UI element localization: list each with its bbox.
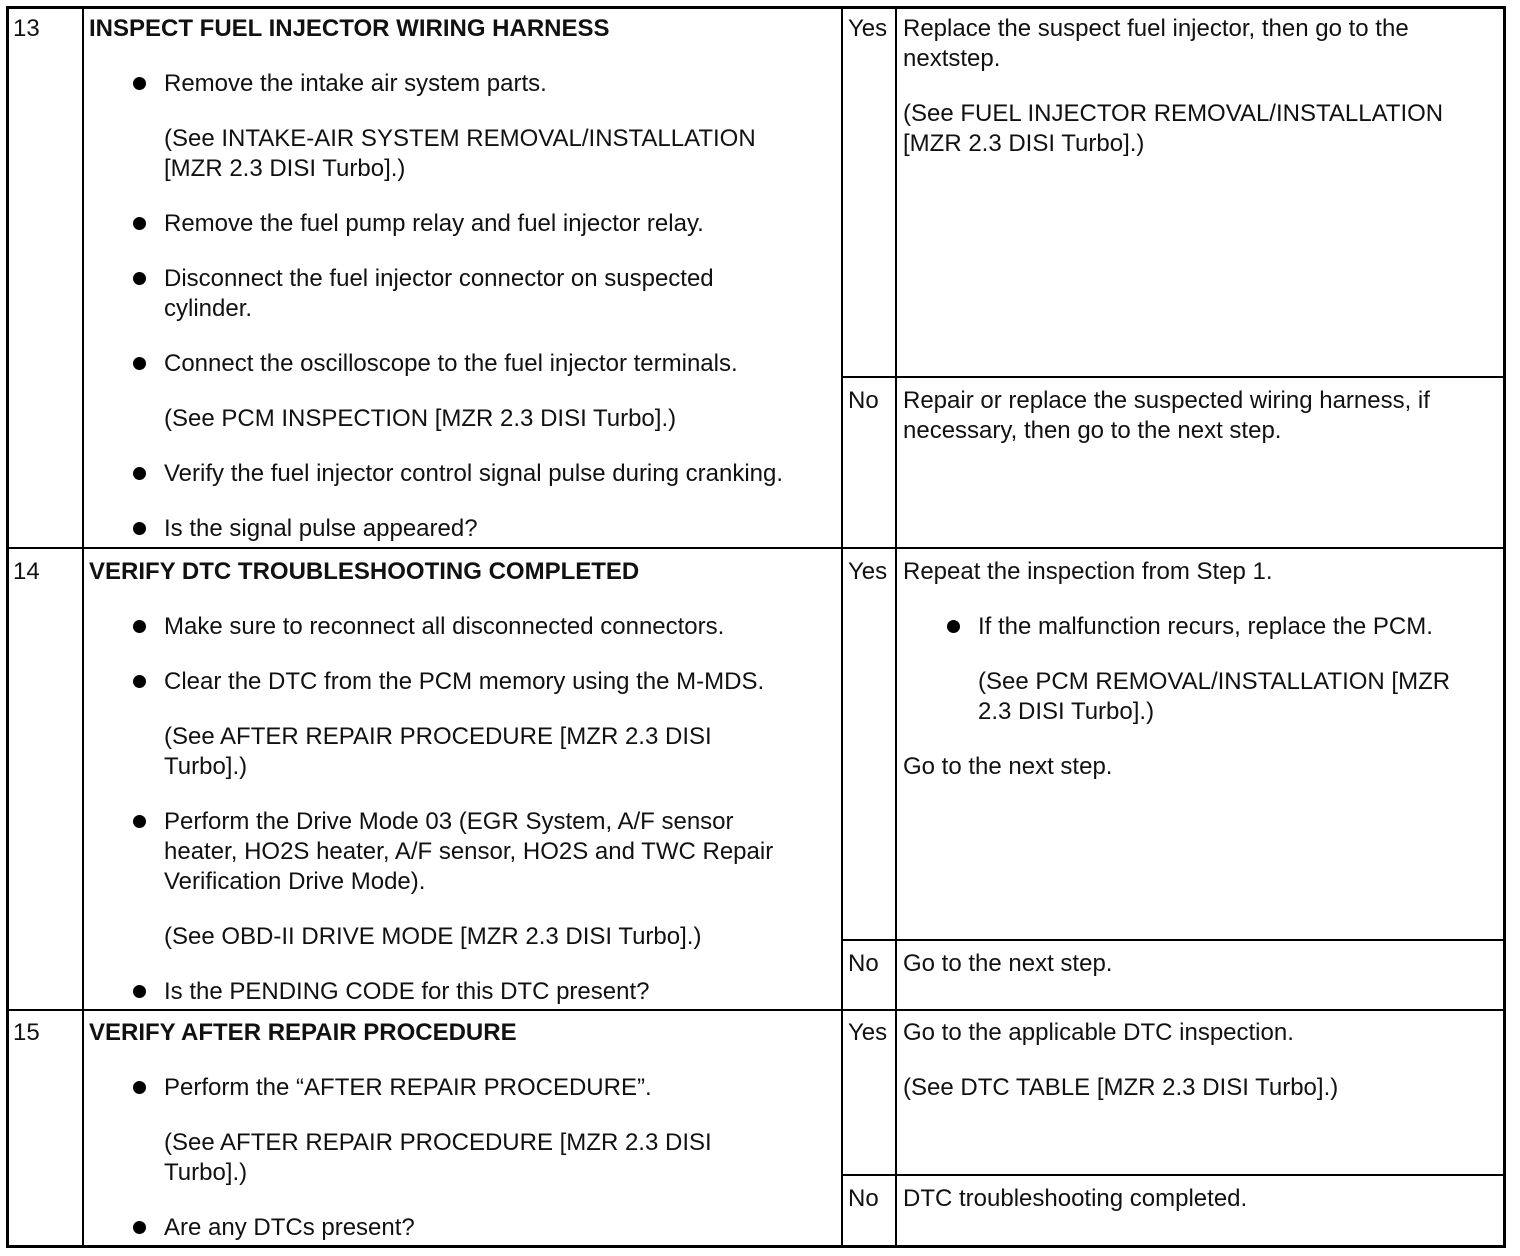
- yes-action: Replace the suspect fuel injector, then go to the: [903, 15, 1409, 42]
- no-action: DTC troubleshooting completed.: [903, 1185, 1248, 1212]
- bullet-icon: [133, 620, 146, 633]
- step-item: Verify the fuel injector control signal pulse during cranking.: [164, 460, 784, 487]
- step-item: Is the signal pulse appeared?: [164, 515, 478, 542]
- no-label: No: [848, 950, 879, 977]
- yes-action: Go to the next step.: [903, 753, 1113, 780]
- yes-label: Yes: [848, 558, 888, 585]
- step-item: Perform the “AFTER REPAIR PROCEDURE”.: [164, 1074, 652, 1101]
- column-divider: [82, 6, 84, 1248]
- step-item: Are any DTCs present?: [164, 1214, 415, 1241]
- no-action: Go to the next step.: [903, 950, 1113, 977]
- step-number: 15: [13, 1019, 40, 1046]
- bullet-icon: [133, 217, 146, 230]
- column-divider: [895, 6, 897, 1248]
- yes-no-divider: [842, 1174, 1506, 1176]
- row-divider: [6, 1009, 1506, 1011]
- step-item: cylinder.: [164, 295, 253, 322]
- bullet-icon: [133, 77, 146, 90]
- step-item: (See AFTER REPAIR PROCEDURE [MZR 2.3 DISI: [164, 1129, 712, 1156]
- step-item: Clear the DTC from the PCM memory using the M-MDS.: [164, 668, 765, 695]
- yes-action: (See PCM REMOVAL/INSTALLATION [MZR: [978, 668, 1451, 695]
- yes-no-divider: [842, 939, 1506, 941]
- step-item: Connect the oscilloscope to the fuel injector terminals.: [164, 350, 738, 377]
- bullet-icon: [133, 272, 146, 285]
- step-item: [MZR 2.3 DISI Turbo].): [164, 155, 406, 182]
- column-divider: [841, 6, 843, 1248]
- yes-action: Repeat the inspection from Step 1.: [903, 558, 1273, 585]
- step-title: VERIFY DTC TROUBLESHOOTING COMPLETED: [89, 558, 640, 585]
- no-label: No: [848, 1185, 879, 1212]
- step-title: INSPECT FUEL INJECTOR WIRING HARNESS: [89, 15, 610, 42]
- step-item: heater, HO2S heater, A/F sensor, HO2S and TWC Repair: [164, 838, 774, 865]
- yes-no-divider: [842, 376, 1506, 378]
- yes-label: Yes: [848, 15, 888, 42]
- step-item: (See OBD-II DRIVE MODE [MZR 2.3 DISI Turbo].): [164, 923, 702, 950]
- bullet-icon: [947, 620, 960, 633]
- bullet-icon: [133, 1081, 146, 1094]
- step-item: Remove the fuel pump relay and fuel injector relay.: [164, 210, 704, 237]
- step-item: (See PCM INSPECTION [MZR 2.3 DISI Turbo].): [164, 405, 677, 432]
- bullet-icon: [133, 467, 146, 480]
- yes-action: Go to the applicable DTC inspection.: [903, 1019, 1294, 1046]
- bullet-icon: [133, 357, 146, 370]
- step-item: Remove the intake air system parts.: [164, 70, 547, 97]
- bullet-icon: [133, 675, 146, 688]
- step-item: Turbo].): [164, 1159, 248, 1186]
- step-number: 14: [13, 558, 40, 585]
- step-item: Turbo].): [164, 753, 248, 780]
- step-item: Disconnect the fuel injector connector on suspected: [164, 265, 714, 292]
- step-item: Make sure to reconnect all disconnected connectors.: [164, 613, 725, 640]
- yes-action: 2.3 DISI Turbo].): [978, 698, 1155, 725]
- yes-label: Yes: [848, 1019, 888, 1046]
- yes-action: nextstep.: [903, 45, 1001, 72]
- step-item: Perform the Drive Mode 03 (EGR System, A/F sensor: [164, 808, 734, 835]
- bullet-icon: [133, 815, 146, 828]
- step-item: (See AFTER REPAIR PROCEDURE [MZR 2.3 DISI: [164, 723, 712, 750]
- step-item: Is the PENDING CODE for this DTC present?: [164, 978, 650, 1005]
- row-divider: [6, 547, 1506, 549]
- yes-action: (See DTC TABLE [MZR 2.3 DISI Turbo].): [903, 1074, 1339, 1101]
- step-number: 13: [13, 15, 40, 42]
- no-action: Repair or replace the suspected wiring harness, if: [903, 387, 1430, 414]
- bullet-icon: [133, 1221, 146, 1234]
- step-title: VERIFY AFTER REPAIR PROCEDURE: [89, 1019, 517, 1046]
- yes-action: (See FUEL INJECTOR REMOVAL/INSTALLATION: [903, 100, 1444, 127]
- step-item: Verification Drive Mode).: [164, 868, 426, 895]
- yes-action: If the malfunction recurs, replace the PCM.: [978, 613, 1433, 640]
- no-action: necessary, then go to the next step.: [903, 417, 1282, 444]
- bullet-icon: [133, 985, 146, 998]
- yes-action: [MZR 2.3 DISI Turbo].): [903, 130, 1145, 157]
- no-label: No: [848, 387, 879, 414]
- step-item: (See INTAKE-AIR SYSTEM REMOVAL/INSTALLATION: [164, 125, 756, 152]
- bullet-icon: [133, 522, 146, 535]
